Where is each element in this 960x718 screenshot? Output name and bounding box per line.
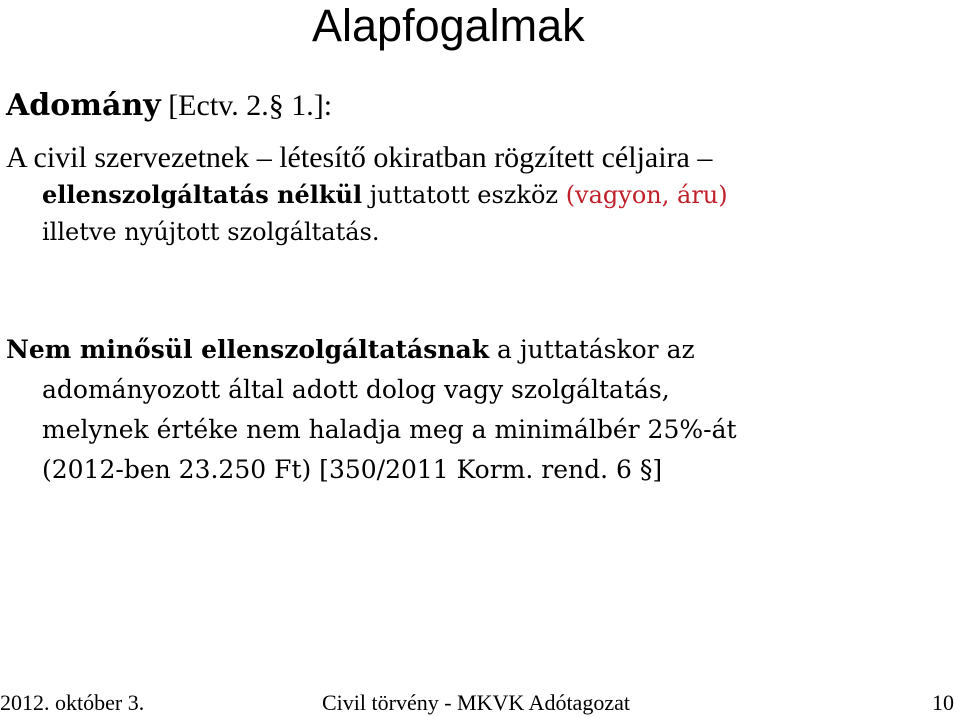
definition-middle: juttatott eszköz	[362, 181, 566, 209]
slide-title: Alapfogalmak	[312, 0, 585, 51]
exception-line-3: melynek értéke nem haladja meg a minimálbér 25%-át	[42, 415, 737, 444]
definition-line-1: A civil szervezetnek – létesítő okiratban rögzített céljaira –	[6, 141, 713, 174]
slide-footer	[0, 688, 960, 718]
definition-line-2	[6, 176, 956, 214]
footer-title: Civil törvény - MKVK Adótagozat	[322, 690, 630, 715]
page-number: 10	[932, 690, 954, 715]
definition-highlight: (vagyon, áru)	[565, 181, 728, 209]
exception-paragraph	[6, 330, 956, 490]
exception-line-4: (2012-ben 23.250 Ft) [350/2011 Korm. rend. 6 §]	[42, 455, 663, 484]
exception-line-1-rest: a juttatáskor az	[489, 335, 695, 364]
exception-bold: Nem minősül ellenszolgáltatásnak	[6, 335, 490, 364]
term-label: Adomány	[6, 88, 161, 123]
definition-paragraph	[6, 139, 956, 251]
legal-reference: [Ectv. 2.§ 1.]:	[160, 89, 333, 122]
definition-bold: ellenszolgáltatás nélkül	[42, 180, 363, 209]
exception-line-2: adományozott által adott dolog vagy szolgáltatás,	[42, 375, 670, 404]
definition-line-3: illetve nyújtott szolgáltatás.	[42, 218, 380, 246]
term-heading	[6, 86, 332, 126]
footer-date: 2012. október 3.	[0, 690, 145, 715]
exception-line-1	[6, 330, 956, 370]
